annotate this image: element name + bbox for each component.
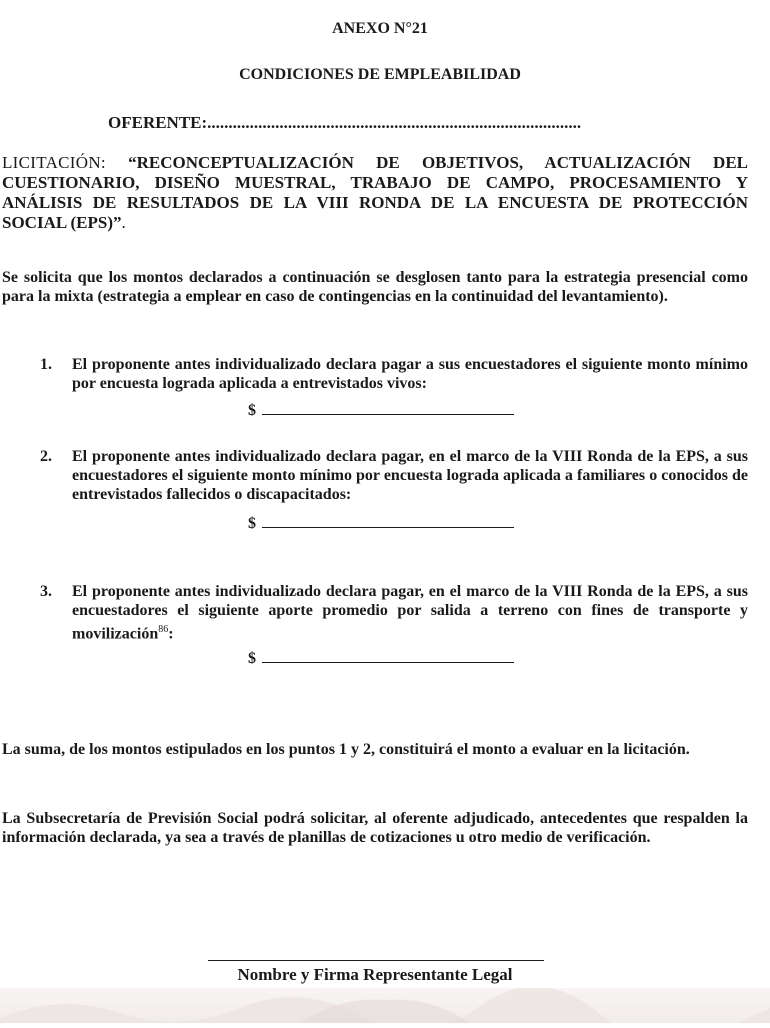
currency-symbol: $ [248,650,256,667]
amount-field-3 [248,648,514,668]
item-number: 1. [40,356,52,373]
item-number: 2. [40,448,52,465]
item-number: 3. [40,583,52,600]
licitacion-paragraph [2,153,748,233]
oferente-field: OFERENTE:........................................................................................ [108,113,582,132]
amount-field-2 [248,513,514,533]
licitacion-label: LICITACIÓN: [2,153,106,172]
licitacion-end: . [121,213,126,232]
item-text [72,582,748,643]
currency-symbol: $ [248,402,256,419]
amount-field-1 [248,400,514,420]
subsecretaria-paragraph: La Subsecretaría de Previsión Social podrá solicitar, al oferente adjudicado, antecedentes que respalden la información declarada, ya sea a través de planillas de cotizaciones u otro medio de verificación. [2,810,748,846]
suma-paragraph: La suma, de los montos estipulados en los puntos 1 y 2, constituirá el monto a evaluar en la licitación. [2,741,690,758]
item-text: El proponente antes individualizado declara pagar, en el marco de la VIII Ronda de la EPS, a sus encuestadores el siguiente monto mínimo por encuesta lograda aplicada a familiares o conocidos de entrevistados fallecidos o discapacitados: [72,448,748,503]
item-text: El proponente antes individualizado declara pagar a sus encuestadores el siguiente monto mínimo por encuesta lograda aplicada a entrevistados vivos: [72,356,748,392]
item-text-end: : [168,625,174,643]
annex-subtitle: CONDICIONES DE EMPLEABILIDAD [239,66,521,83]
amount-blank-line [262,513,514,528]
signature-label: Nombre y Firma Representante Legal [237,965,513,984]
ornament-icon [0,988,770,1023]
annex-title: ANEXO N°21 [332,20,428,37]
amount-blank-line [262,400,514,415]
currency-symbol: $ [248,515,256,532]
footnote-marker: 86 [158,624,169,635]
signature-line [208,960,544,961]
footer-watermark [0,988,770,1023]
intro-paragraph: Se solicita que los montos declarados a continuación se desglosen tanto para la estrategia presencial como para la mixta (estrategia a emplear en caso de contingencias en la continuidad del levantamiento). [2,269,748,305]
amount-blank-line [262,648,514,663]
item-text-body: El proponente antes individualizado declara pagar, en el marco de la VIII Ronda de la EPS, a sus encuestadores el siguiente aporte promedio por salida a terreno con fines de transporte y movilización [72,583,748,643]
licitacion-name: “RECONCEPTUALIZACIÓN DE OBJETIVOS, ACTUALIZACIÓN DEL CUESTIONARIO, DISEÑO MUESTRAL, TRABAJO DE CAMPO, PROCESAMIENTO Y ANÁLISIS DE RESULTADOS DE LA VIII RONDA DE LA ENCUESTA DE PROTECCIÓN SOCIAL (EPS)” [2,153,749,232]
